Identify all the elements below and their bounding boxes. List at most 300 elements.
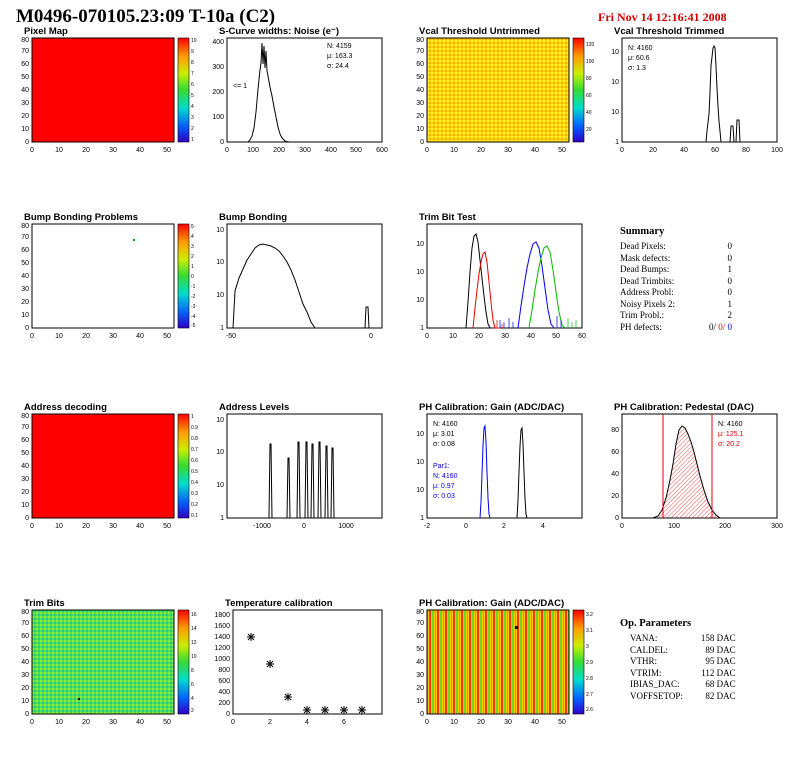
- svg-text:30: 30: [109, 523, 117, 530]
- svg-text:0: 0: [30, 719, 34, 726]
- svg-text:1: 1: [420, 325, 424, 332]
- svg-text:10: 10: [416, 126, 424, 133]
- svg-text:10: 10: [416, 269, 424, 276]
- panel-trim-bits: [10, 598, 200, 728]
- svg-text:0.1: 0.1: [191, 513, 198, 519]
- svg-text:20: 20: [475, 333, 483, 340]
- svg-text:20: 20: [82, 333, 90, 340]
- svg-text:10: 10: [21, 312, 29, 319]
- svg-text:30: 30: [416, 100, 424, 107]
- svg-text:20: 20: [611, 493, 619, 500]
- svg-text:30: 30: [21, 286, 29, 293]
- svg-text:0: 0: [620, 523, 624, 530]
- svg-text:4: 4: [305, 719, 309, 726]
- svg-text:80: 80: [21, 609, 29, 616]
- summary-label: Dead Trimbits:: [620, 275, 675, 286]
- svg-text:10: 10: [450, 147, 458, 154]
- chart-temp-cal: [205, 598, 395, 728]
- svg-text:20: 20: [586, 127, 592, 133]
- svg-text:-1000: -1000: [253, 523, 271, 530]
- svg-text:1200: 1200: [214, 645, 230, 652]
- svg-text:5: 5: [191, 93, 194, 99]
- svg-text:20: 20: [649, 147, 657, 154]
- svg-text:2: 2: [191, 254, 194, 260]
- svg-text:20: 20: [21, 685, 29, 692]
- svg-text:σ: 20.2: σ: 20.2: [718, 441, 740, 448]
- op-value: 95 DAC: [705, 656, 736, 666]
- svg-text:0: 0: [231, 719, 235, 726]
- summary-value: 0: [727, 275, 733, 286]
- svg-text:40: 40: [416, 87, 424, 94]
- svg-text:1: 1: [191, 264, 194, 270]
- panel-title: Bump Bonding: [219, 212, 288, 223]
- svg-text:100: 100: [212, 114, 224, 121]
- panel-ph-pedestal: [600, 402, 790, 532]
- panel-title: Bump Bonding Problems: [24, 212, 138, 223]
- svg-text:10: 10: [21, 126, 29, 133]
- svg-text:30: 30: [21, 476, 29, 483]
- chart-trim-bit-test: [405, 212, 595, 342]
- svg-text:20: 20: [21, 113, 29, 120]
- svg-text:50: 50: [21, 450, 29, 457]
- panel-address-decoding: [10, 402, 200, 532]
- svg-text:0.7: 0.7: [191, 447, 198, 453]
- svg-text:Par1:: Par1:: [433, 463, 450, 470]
- svg-text:9: 9: [191, 49, 194, 55]
- svg-text:30: 30: [501, 333, 509, 340]
- svg-text:30: 30: [109, 719, 117, 726]
- svg-text:0: 0: [25, 515, 29, 522]
- svg-text:40: 40: [416, 659, 424, 666]
- svg-text:2: 2: [502, 523, 506, 530]
- table-row: [630, 633, 736, 645]
- svg-text:70: 70: [21, 234, 29, 241]
- svg-text:3: 3: [191, 244, 194, 250]
- svg-text:1000: 1000: [214, 656, 230, 663]
- svg-text:2.8: 2.8: [586, 676, 593, 682]
- svg-text:μ: 163.3: μ: 163.3: [327, 53, 353, 60]
- panel-title: PH Calibration: Pedestal (DAC): [614, 402, 754, 413]
- svg-text:0: 0: [302, 523, 306, 530]
- svg-text:σ: 1.3: σ: 1.3: [628, 65, 646, 72]
- svg-text:16: 16: [191, 612, 197, 618]
- svg-text:50: 50: [416, 74, 424, 81]
- svg-text:80: 80: [416, 37, 424, 44]
- svg-text:10: 10: [449, 333, 457, 340]
- svg-text:10: 10: [21, 502, 29, 509]
- summary-label: Noisy Pixels 2:: [620, 298, 676, 309]
- svg-text:70: 70: [21, 620, 29, 627]
- svg-text:μ: 0.97: μ: 0.97: [433, 483, 455, 490]
- table-row: [620, 287, 732, 299]
- op-label: VANA:: [630, 633, 658, 643]
- svg-text:30: 30: [416, 672, 424, 679]
- svg-text:800: 800: [218, 667, 230, 674]
- svg-text:20: 20: [21, 299, 29, 306]
- svg-text:40: 40: [611, 471, 619, 478]
- panel-bump-bonding: [205, 212, 395, 342]
- summary-value: 0: [727, 252, 733, 263]
- svg-text:10: 10: [191, 38, 197, 44]
- svg-text:10: 10: [611, 79, 619, 86]
- svg-text:40: 40: [586, 110, 592, 116]
- svg-text:40: 40: [136, 523, 144, 530]
- svg-text:20: 20: [477, 147, 485, 154]
- svg-text:50: 50: [21, 74, 29, 81]
- svg-text:40: 40: [21, 659, 29, 666]
- svg-text:4: 4: [541, 523, 545, 530]
- summary-value: 1: [727, 264, 733, 274]
- op-value: 158 DAC: [700, 633, 736, 643]
- svg-text:20: 20: [82, 147, 90, 154]
- svg-text:10: 10: [416, 431, 424, 438]
- panel-pixel-map: [10, 26, 200, 156]
- svg-text:σ: 0.03: σ: 0.03: [433, 493, 455, 500]
- svg-text:0: 0: [30, 333, 34, 340]
- table-row: [620, 322, 732, 334]
- svg-text:0: 0: [30, 523, 34, 530]
- svg-text:0.5: 0.5: [191, 469, 198, 475]
- svg-text:N: 4160: N: 4160: [628, 45, 653, 52]
- svg-text:6: 6: [191, 682, 194, 688]
- svg-text:60: 60: [416, 633, 424, 640]
- svg-text:60: 60: [586, 93, 592, 99]
- svg-text:20: 20: [416, 685, 424, 692]
- svg-text:30: 30: [21, 672, 29, 679]
- svg-text:50: 50: [163, 719, 171, 726]
- svg-text:50: 50: [416, 646, 424, 653]
- svg-text:300: 300: [299, 147, 311, 154]
- svg-text:0.6: 0.6: [191, 458, 198, 464]
- svg-text:20: 20: [416, 113, 424, 120]
- panel-title: Temperature calibration: [225, 598, 333, 609]
- summary-label: Mask defects:: [620, 252, 671, 263]
- ph-defect-1: 0/: [709, 321, 717, 332]
- panel-ph-gain-map: [405, 598, 595, 728]
- svg-text:60: 60: [416, 61, 424, 68]
- op-label: VTRIM:: [630, 667, 662, 678]
- svg-text:0: 0: [420, 711, 424, 718]
- svg-text:20: 20: [82, 719, 90, 726]
- panel-title: PH Calibration: Gain (ADC/DAC): [419, 598, 565, 609]
- svg-text:3: 3: [586, 644, 589, 650]
- svg-text:8: 8: [191, 60, 194, 66]
- svg-text:20: 20: [21, 489, 29, 496]
- chart-ph-pedestal: [600, 402, 790, 532]
- panel-title: Address Levels: [219, 402, 290, 413]
- svg-text:0.2: 0.2: [191, 502, 198, 508]
- svg-text:40: 40: [527, 333, 535, 340]
- svg-text:100: 100: [247, 147, 259, 154]
- svg-text:500: 500: [350, 147, 362, 154]
- ph-defect-3: 0: [727, 321, 733, 332]
- svg-text:60: 60: [21, 633, 29, 640]
- svg-text:-2: -2: [423, 523, 431, 530]
- svg-text:0: 0: [425, 147, 429, 154]
- svg-text:600: 600: [376, 147, 388, 154]
- svg-text:0.8: 0.8: [191, 436, 198, 442]
- svg-text:80: 80: [611, 427, 619, 434]
- svg-text:20: 20: [477, 719, 485, 726]
- svg-text:0: 0: [420, 139, 424, 146]
- op-parameters-header: Op. Parameters: [620, 618, 692, 629]
- scurve-annotation: <= 1: [233, 83, 248, 90]
- svg-text:40: 40: [531, 147, 539, 154]
- svg-text:60: 60: [711, 147, 719, 154]
- svg-text:1400: 1400: [214, 634, 230, 641]
- svg-text:0: 0: [226, 711, 230, 718]
- svg-text:1800: 1800: [214, 612, 230, 619]
- svg-text:70: 70: [21, 48, 29, 55]
- svg-text:N: 4159: N: 4159: [327, 43, 352, 50]
- chart-ph-gain: [405, 402, 595, 532]
- svg-text:100: 100: [668, 523, 680, 530]
- panel-address-levels: [205, 402, 395, 532]
- panel-bump-problems: [10, 212, 200, 342]
- svg-text:50: 50: [558, 147, 566, 154]
- svg-text:400: 400: [325, 147, 337, 154]
- panel-ph-gain: [405, 402, 595, 532]
- svg-text:50: 50: [558, 719, 566, 726]
- svg-text:0: 0: [615, 515, 619, 522]
- svg-text:200: 200: [719, 523, 731, 530]
- ph-defects-values: [675, 322, 732, 334]
- svg-text:200: 200: [212, 89, 224, 96]
- svg-text:100: 100: [586, 59, 595, 65]
- ph-defect-2: 0/: [718, 321, 726, 332]
- summary-label: Address Probl:: [620, 287, 674, 297]
- svg-text:-50: -50: [225, 333, 237, 340]
- svg-text:10: 10: [216, 292, 224, 299]
- svg-text:-1: -1: [191, 284, 196, 290]
- svg-text:80: 80: [586, 76, 592, 82]
- svg-text:0: 0: [25, 325, 29, 332]
- svg-text:40: 40: [680, 147, 688, 154]
- table-row: [630, 668, 736, 680]
- svg-text:2: 2: [268, 719, 272, 726]
- svg-text:2.7: 2.7: [586, 692, 593, 698]
- svg-text:-2: -2: [191, 294, 196, 300]
- svg-text:80: 80: [21, 413, 29, 420]
- svg-text:400: 400: [212, 39, 224, 46]
- svg-text:2: 2: [191, 126, 194, 132]
- svg-text:4: 4: [191, 234, 194, 240]
- panel-title: Vcal Threshold Untrimmed: [419, 26, 540, 37]
- svg-text:70: 70: [416, 620, 424, 627]
- svg-text:10: 10: [416, 297, 424, 304]
- svg-text:120: 120: [586, 42, 595, 48]
- svg-text:0: 0: [220, 139, 224, 146]
- svg-text:1: 1: [220, 325, 224, 332]
- svg-text:0: 0: [25, 139, 29, 146]
- svg-text:N: 4160: N: 4160: [718, 421, 743, 428]
- svg-text:10: 10: [450, 719, 458, 726]
- svg-text:4: 4: [191, 696, 194, 702]
- table-row: [620, 241, 732, 253]
- svg-text:30: 30: [21, 100, 29, 107]
- svg-text:40: 40: [21, 273, 29, 280]
- svg-text:8: 8: [191, 668, 194, 674]
- svg-text:1: 1: [615, 139, 619, 146]
- svg-text:0: 0: [191, 274, 194, 280]
- svg-text:80: 80: [21, 37, 29, 44]
- svg-text:40: 40: [531, 719, 539, 726]
- svg-text:10: 10: [416, 459, 424, 466]
- svg-text:10: 10: [216, 482, 224, 489]
- summary-value: 1: [727, 298, 733, 309]
- summary-value: 0: [727, 287, 733, 297]
- svg-text:0: 0: [425, 333, 429, 340]
- summary-table: [620, 241, 732, 333]
- panel-title: Pixel Map: [24, 26, 68, 37]
- svg-text:0: 0: [30, 147, 34, 154]
- svg-text:1: 1: [191, 414, 194, 420]
- chart-ph-gain-map: [405, 598, 595, 728]
- svg-text:40: 40: [136, 333, 144, 340]
- page-title: M0496-070105.23:09 T-10a (C2): [16, 6, 276, 27]
- svg-text:30: 30: [504, 719, 512, 726]
- timestamp: Fri Nov 14 12:16:41 2008: [598, 10, 727, 24]
- svg-text:12: 12: [191, 640, 197, 646]
- panel-trim-bit-test: [405, 212, 595, 342]
- chart-address-decoding: [10, 402, 200, 532]
- svg-text:1: 1: [191, 137, 194, 143]
- chart-trim-bits: [10, 598, 200, 728]
- svg-text:10: 10: [216, 227, 224, 234]
- summary-value: 0: [727, 241, 733, 251]
- svg-text:1000: 1000: [338, 523, 354, 530]
- svg-text:200: 200: [273, 147, 285, 154]
- svg-text:0: 0: [620, 147, 624, 154]
- svg-text:10: 10: [55, 719, 63, 726]
- svg-text:14: 14: [191, 626, 197, 632]
- op-label: CALDEL:: [630, 644, 668, 655]
- table-row: [620, 264, 732, 276]
- svg-text:0.4: 0.4: [191, 480, 198, 486]
- svg-text:300: 300: [771, 523, 783, 530]
- svg-text:40: 40: [21, 463, 29, 470]
- op-value: 89 DAC: [705, 644, 736, 655]
- summary-value: 2: [727, 310, 733, 320]
- op-label: IBIAS_DAC:: [630, 679, 680, 689]
- panel-title: Vcal Threshold Trimmed: [614, 26, 725, 37]
- svg-text:60: 60: [21, 437, 29, 444]
- svg-text:60: 60: [21, 247, 29, 254]
- svg-text:σ: 0.08: σ: 0.08: [433, 441, 455, 448]
- svg-text:10: 10: [216, 417, 224, 424]
- svg-text:1: 1: [420, 515, 424, 522]
- svg-text:-5: -5: [191, 323, 196, 329]
- svg-text:300: 300: [212, 64, 224, 71]
- svg-text:50: 50: [21, 260, 29, 267]
- svg-text:N: 4160: N: 4160: [433, 473, 458, 480]
- svg-text:2: 2: [191, 708, 194, 714]
- chart-pixel-map: [10, 26, 200, 156]
- svg-text:0: 0: [369, 333, 373, 340]
- panel-title: Trim Bit Test: [419, 212, 476, 223]
- svg-text:40: 40: [136, 719, 144, 726]
- svg-text:N: 4160: N: 4160: [433, 421, 458, 428]
- chart-scurve: [205, 26, 395, 156]
- table-row: [630, 691, 736, 703]
- panel-scurve: [205, 26, 395, 156]
- svg-text:μ: 3.01: μ: 3.01: [433, 431, 455, 438]
- svg-text:1600: 1600: [214, 623, 230, 630]
- table-row: [630, 679, 736, 691]
- summary-header: Summary: [620, 226, 665, 237]
- table-row: [620, 299, 732, 311]
- svg-text:3.2: 3.2: [586, 612, 593, 618]
- svg-text:10: 10: [55, 147, 63, 154]
- svg-text:4: 4: [191, 104, 194, 110]
- svg-text:40: 40: [21, 87, 29, 94]
- op-parameters-table: [630, 633, 736, 702]
- chart-address-levels: [205, 402, 395, 532]
- summary-label: Dead Bumps:: [620, 264, 670, 274]
- chart-bump-bonding: [205, 212, 395, 342]
- summary-label: Trim Probl.:: [620, 310, 665, 320]
- table-row: [620, 253, 732, 265]
- svg-text:7: 7: [191, 71, 194, 77]
- svg-text:10: 10: [55, 333, 63, 340]
- svg-text:200: 200: [218, 700, 230, 707]
- svg-text:40: 40: [136, 147, 144, 154]
- svg-text:10: 10: [611, 49, 619, 56]
- svg-text:0.3: 0.3: [191, 491, 198, 497]
- op-value: 112 DAC: [701, 667, 736, 678]
- svg-text:10: 10: [216, 259, 224, 266]
- chart-vcal-trimmed: [600, 26, 790, 156]
- svg-text:10: 10: [416, 698, 424, 705]
- svg-text:10: 10: [216, 449, 224, 456]
- panel-vcal-untrimmed: [405, 26, 595, 156]
- op-label: VOFFSETOP:: [630, 690, 683, 701]
- summary-label: Dead Pixels:: [620, 241, 666, 251]
- svg-text:30: 30: [109, 333, 117, 340]
- svg-text:50: 50: [163, 147, 171, 154]
- table-row: [620, 276, 732, 288]
- panel-vcal-trimmed: [600, 26, 790, 156]
- svg-text:μ: 60.6: μ: 60.6: [628, 55, 650, 62]
- svg-text:3: 3: [191, 115, 194, 121]
- svg-text:6: 6: [191, 82, 194, 88]
- op-value: 68 DAC: [705, 679, 736, 689]
- svg-text:2.9: 2.9: [586, 660, 593, 666]
- panel-title: PH Calibration: Gain (ADC/DAC): [419, 402, 565, 413]
- chart-vcal-untrimmed: [405, 26, 595, 156]
- svg-text:1: 1: [220, 515, 224, 522]
- svg-text:60: 60: [21, 61, 29, 68]
- panel-title: Address decoding: [24, 402, 107, 413]
- summary-block: [620, 226, 732, 333]
- svg-text:10: 10: [416, 487, 424, 494]
- svg-text:80: 80: [742, 147, 750, 154]
- svg-text:60: 60: [611, 449, 619, 456]
- svg-text:10: 10: [21, 698, 29, 705]
- svg-text:3.1: 3.1: [586, 628, 593, 634]
- svg-text:0: 0: [425, 719, 429, 726]
- table-row: [630, 645, 736, 657]
- svg-text:600: 600: [218, 678, 230, 685]
- svg-text:50: 50: [552, 333, 560, 340]
- ph-defects-label: PH defects:: [620, 321, 662, 332]
- svg-text:50: 50: [21, 646, 29, 653]
- svg-text:σ: 24.4: σ: 24.4: [327, 63, 349, 70]
- panel-title: Trim Bits: [24, 598, 65, 609]
- svg-text:400: 400: [218, 689, 230, 696]
- svg-text:80: 80: [416, 609, 424, 616]
- svg-text:-4: -4: [191, 314, 196, 320]
